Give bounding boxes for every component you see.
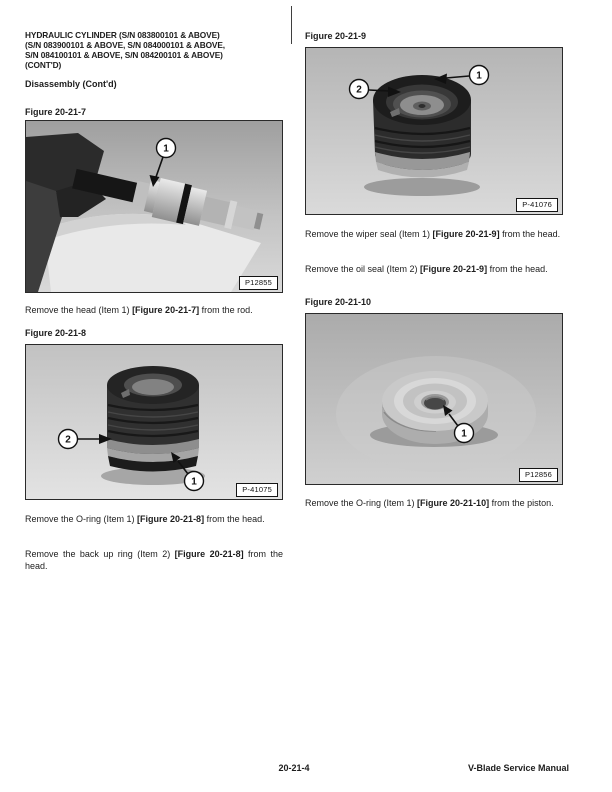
figure-label-20-21-9: Figure 20-21-9 [305,31,367,41]
paragraph-text: Remove the wiper seal (Item 1) [305,229,433,239]
photo-id-label: P-41076 [516,198,558,213]
figure-20-21-8 [25,344,283,500]
section-subtitle: Disassembly (Cont'd) [25,79,117,89]
callout-number: 1 [191,476,197,488]
paragraph [305,497,563,509]
figure-20-21-7 [25,120,283,293]
paragraph [25,304,283,316]
figure-label-20-21-7: Figure 20-21-7 [25,107,87,117]
figure-reference: [Figure 20-21-9] [420,264,488,274]
callout-number: 2 [356,84,362,96]
figure-photo-piston [306,314,562,484]
paragraph-text: from the head. [204,514,265,524]
section-title-line: (CONT'D) [25,60,62,70]
paragraph-text: from the head. [25,549,283,571]
footer-page-number: 20-21-4 [278,763,310,773]
photo-id-label: P-41075 [236,483,278,498]
paragraph-text: from the piston. [489,498,554,508]
paragraph-text: from the head. [487,264,548,274]
section-title-line: S/N 084100101 & ABOVE, S/N 084200101 & ABOVE) [25,50,223,60]
section-title [25,30,297,70]
figure-reference: [Figure 20-21-8] [137,514,205,524]
figure-20-21-10 [305,313,563,485]
paragraph-text: Remove the head (Item 1) [25,305,133,315]
section-title-line: (S/N 083900101 & ABOVE, S/N 084000101 & ABOVE, [25,40,226,50]
figure-photo-head-orings [26,345,282,499]
paragraph-text: Remove the O-ring (Item 1) [305,498,418,508]
section-title-line: HYDRAULIC CYLINDER (S/N 083800101 & ABOVE) [25,30,220,40]
paragraph-text: from the head. [499,229,561,239]
shadow [364,178,480,196]
callout-number: 1 [163,143,169,155]
footer-manual-title: V-Blade Service Manual [467,763,569,773]
figure-20-21-9 [305,47,563,215]
figure-reference: [Figure 20-21-8] [174,549,244,559]
figure-reference: [Figure 20-21-9] [432,229,500,239]
cylinder-head [107,366,199,472]
callout-number: 1 [461,428,467,440]
figure-photo-head-seals [306,48,562,214]
paragraph-text: Remove the back up ring (Item 2) [25,549,175,559]
figure-reference: [Figure 20-21-10] [417,498,490,508]
callout-number: 1 [476,70,482,82]
paragraph-text: Remove the oil seal (Item 2) [305,264,421,274]
figure-photo-rod-in-vise [26,121,282,292]
figure-reference: [Figure 20-21-7] [132,305,200,315]
paragraph [25,548,283,572]
callout-number: 2 [65,434,71,446]
figure-label-20-21-10: Figure 20-21-10 [305,297,372,307]
paragraph [305,263,563,275]
figure-label-20-21-8: Figure 20-21-8 [25,328,87,338]
photo-id-label: P12855 [239,276,278,291]
paragraph [25,513,283,525]
paragraph-text: Remove the O-ring (Item 1) [25,514,138,524]
photo-id-label: P12856 [519,468,558,483]
paragraph-text: from the rod. [199,305,253,315]
column-divider-rule [291,6,292,44]
paragraph [305,228,563,240]
